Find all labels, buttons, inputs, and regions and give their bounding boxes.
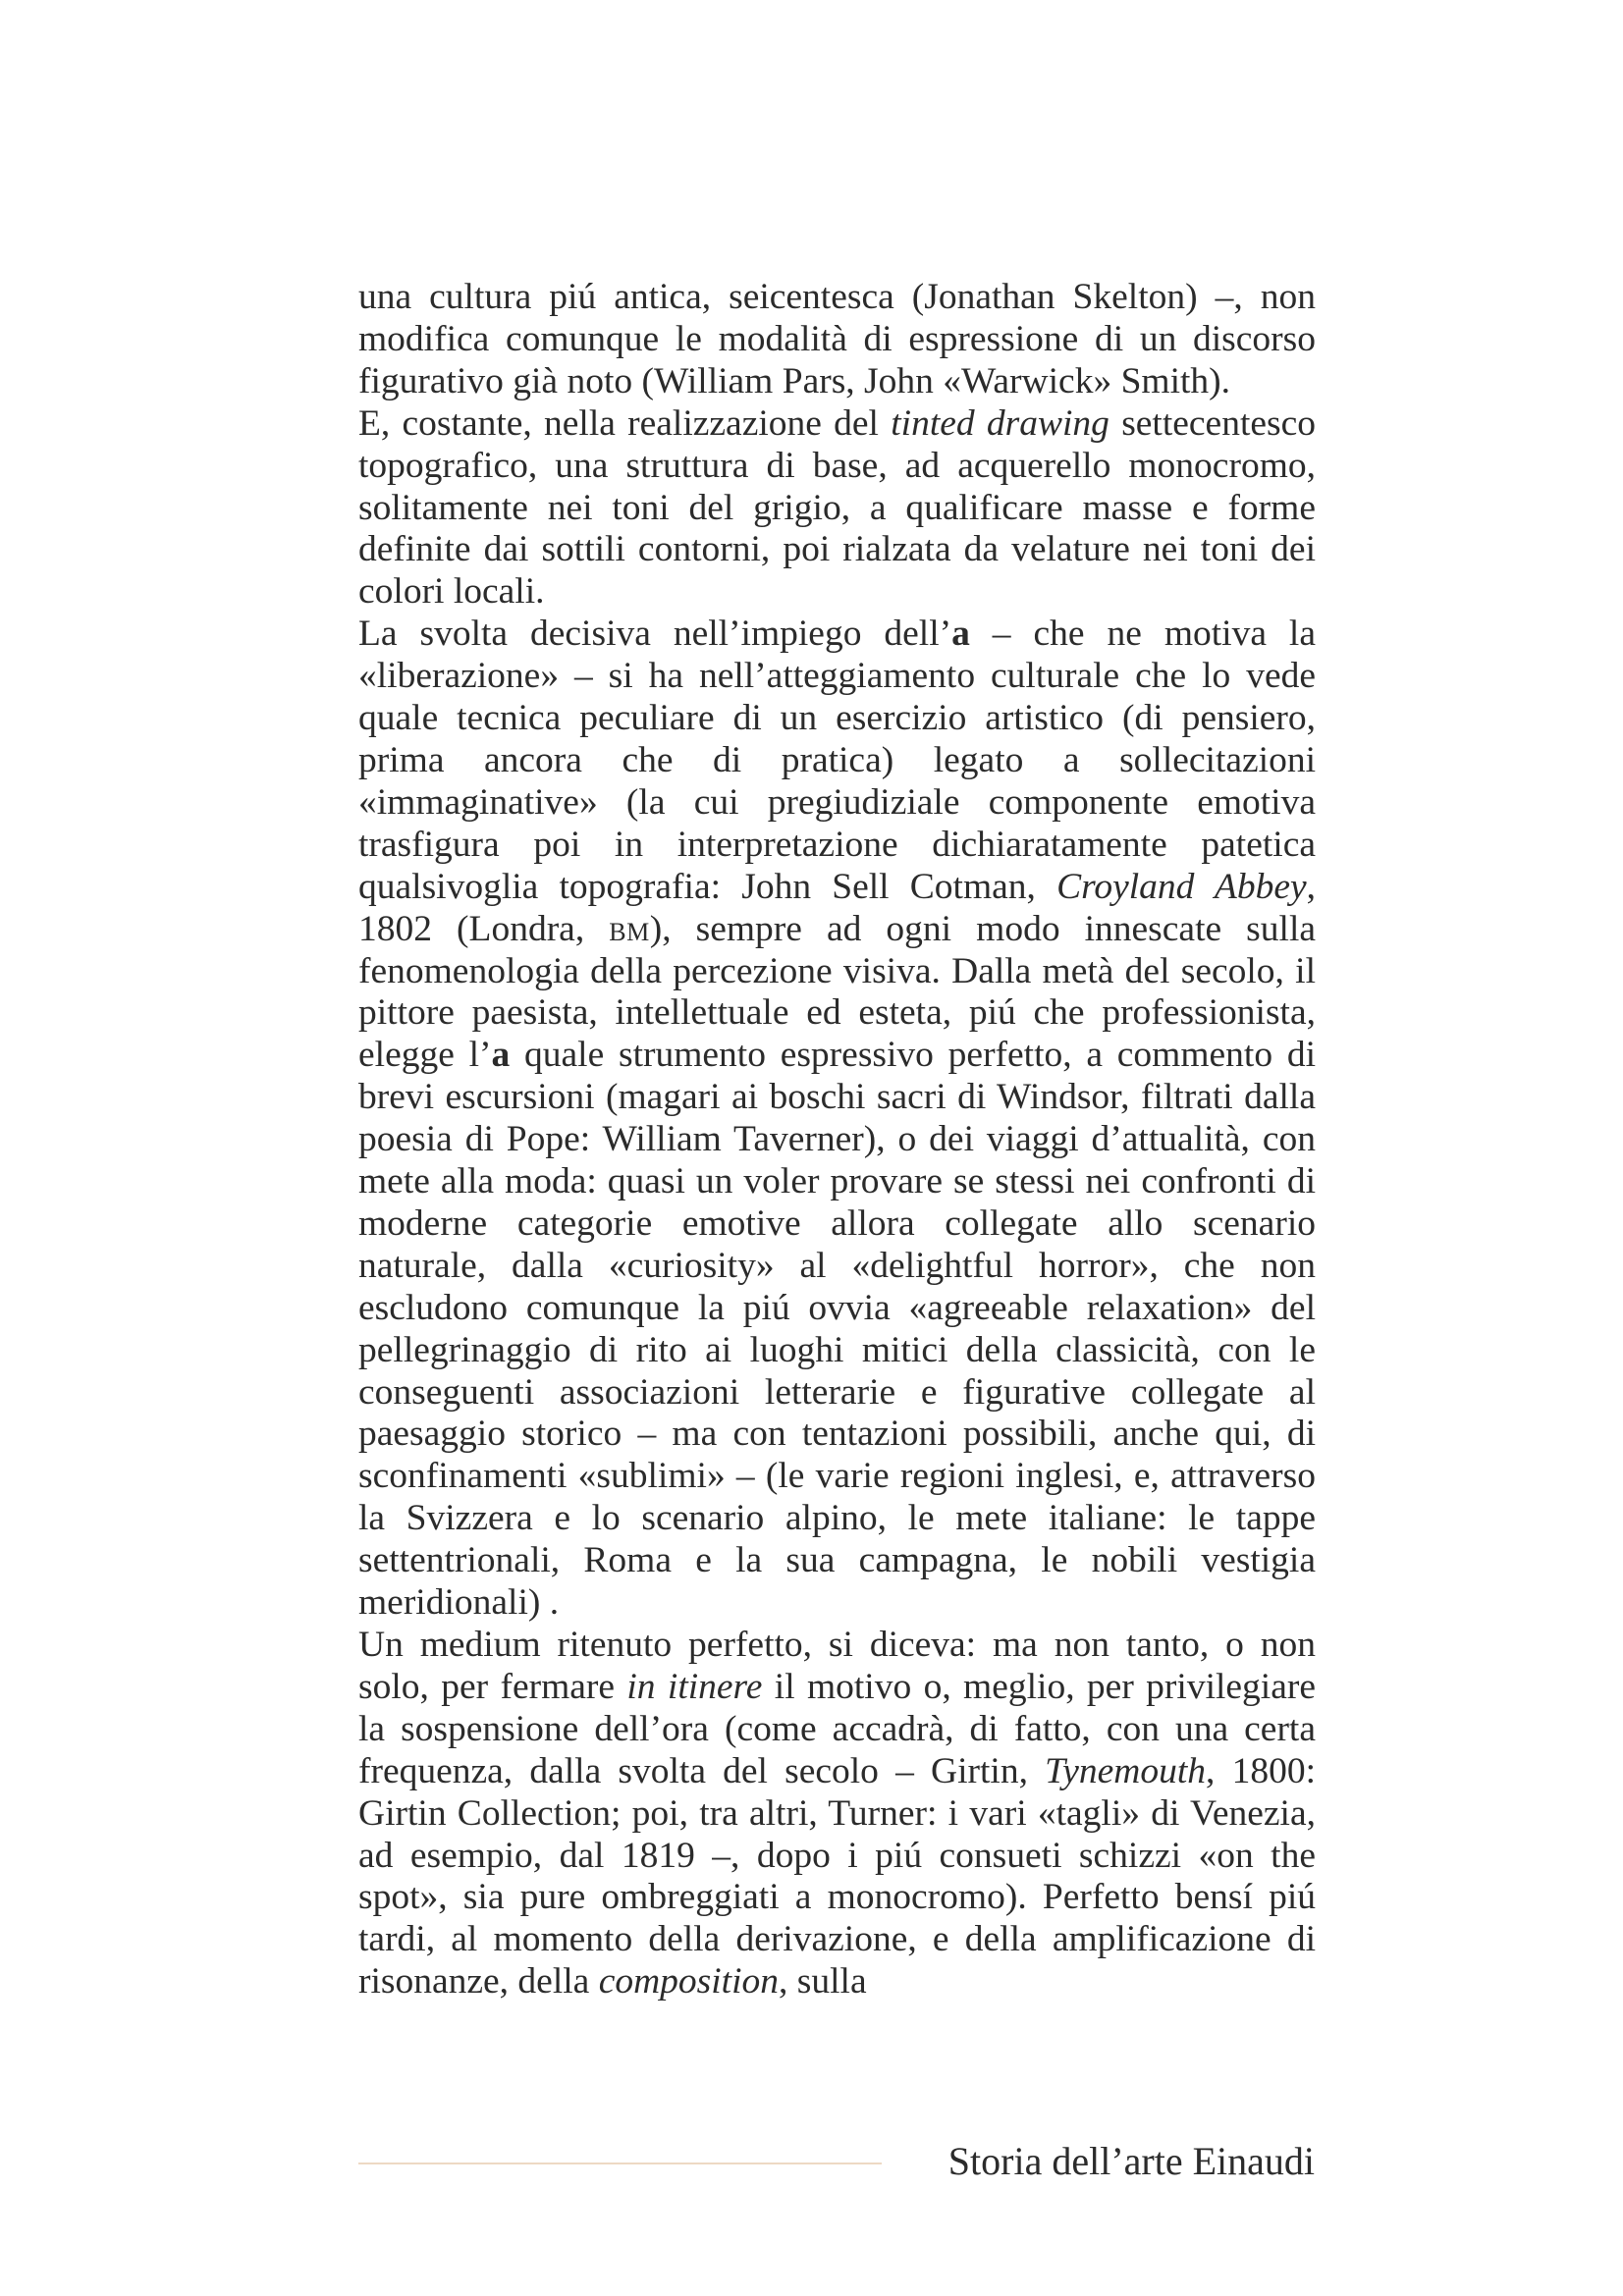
text-run: La svolta decisiva nell’impiego dell’ [358, 614, 952, 655]
entry-abbreviation: a [491, 1035, 511, 1076]
text-run: E, costante, nella realizzazione del [358, 402, 892, 444]
footer-title: Storia dell’arte Einaudi [947, 2139, 1315, 2183]
paragraph [358, 277, 1316, 403]
text-run: , sulla [779, 1961, 867, 2002]
text-run: Un medium ritenuto perfetto, si diceva: ma non tanto, o non solo, per fermare [358, 1625, 1316, 1707]
italic-term: tinted drawing [891, 402, 1109, 444]
text-run: ), sempre ad ogni modo innescate sulla fenomenologia della percezione visiva. Dalla metà del secolo, il pittore paesista, intellettuale ed esteta, piú che professionista, elegge l’ [358, 908, 1317, 1076]
smallcaps-abbreviation: bm [609, 908, 650, 949]
text-run: quale strumento espressivo perfetto, a commento di brevi escursioni (magari ai boschi sacri di Windsor, filtrati dalla poesia di Pope: William Taverner), o dei viaggi d’attualità, con mete alla moda: quasi un voler provare se stessi nei confronti di moderne categorie emotive allora collegate allo scenario naturale, dalla «curiosity» al «delightful horror», che non escludono comunque la piú ovvia «agreeable relaxation» del pellegrinaggio di rito ai luoghi mitici della classicità, con le conseguenti associazioni letterarie e figurative collegate al paesaggio storico – ma con tentazioni possibili, anche qui, di sconfinamenti «sublimi» – (le varie regioni inglesi, e, attraverso la Svizzera e lo scenario alpino, le mete italiane: le tappe settentrionali, Roma e la sua campagna, le nobili vestigia meridionali) . [358, 1035, 1317, 1624]
text-run: – che ne motiva la «liberazione» – si ha nell’atteggiamento culturale che lo vede quale tecnica peculiare di un esercizio artistico (di pensiero, prima ancora che di pratica) legato a sollecitazioni «immaginative» (la cui pregiudiziale componente emotiva trasfigura poi in interpretazione dichiaratamente patetica qualsivoglia topografia: John Sell Cotman, [358, 614, 1316, 907]
text-run: , 1802 (Londra, [358, 866, 1316, 949]
italic-title: Croyland Abbey [1056, 866, 1307, 907]
italic-term: composition [598, 1961, 780, 2002]
italic-title: Tynemouth [1045, 1750, 1207, 1791]
italic-term: in itinere [626, 1666, 763, 1707]
entry-abbreviation: a [951, 614, 970, 655]
main-text [358, 277, 1316, 2003]
footer-divider [358, 2163, 882, 2164]
paragraph [358, 403, 1316, 614]
paragraph [358, 614, 1316, 1625]
text-run: settecentesco topografico, una struttura di base, ad acquerello monocromo, solitamente nei toni del grigio, a qualificare masse e forme definite dai sottili contorni, poi rialzata da velature nei toni dei colori locali. [358, 402, 1317, 613]
text-run: una cultura piú antica, seicentesca (Jonathan Skelton) –, non modifica comunque le modalità di espressione di un discorso figurativo già noto (William Pars, John «Warwick» Smith). [358, 277, 1316, 401]
text-run: il motivo o, meglio, per privilegiare la sospensione dell’ora (come accadrà, di fatto, con una certa frequenza, dalla svolta del secolo – Girtin, [358, 1666, 1316, 1791]
paragraph [358, 1625, 1316, 2003]
text-run: , 1800: Girtin Collection; poi, tra altri, Turner: i vari «tagli» di Venezia, ad esempio, dal 1819 –, dopo i piú consueti schizzi «on the spot», sia pure ombreggiati a monocromo). Perfetto bensí piú tardi, al momento della derivazione, e della amplificazione di risonanze, della [358, 1750, 1316, 2002]
